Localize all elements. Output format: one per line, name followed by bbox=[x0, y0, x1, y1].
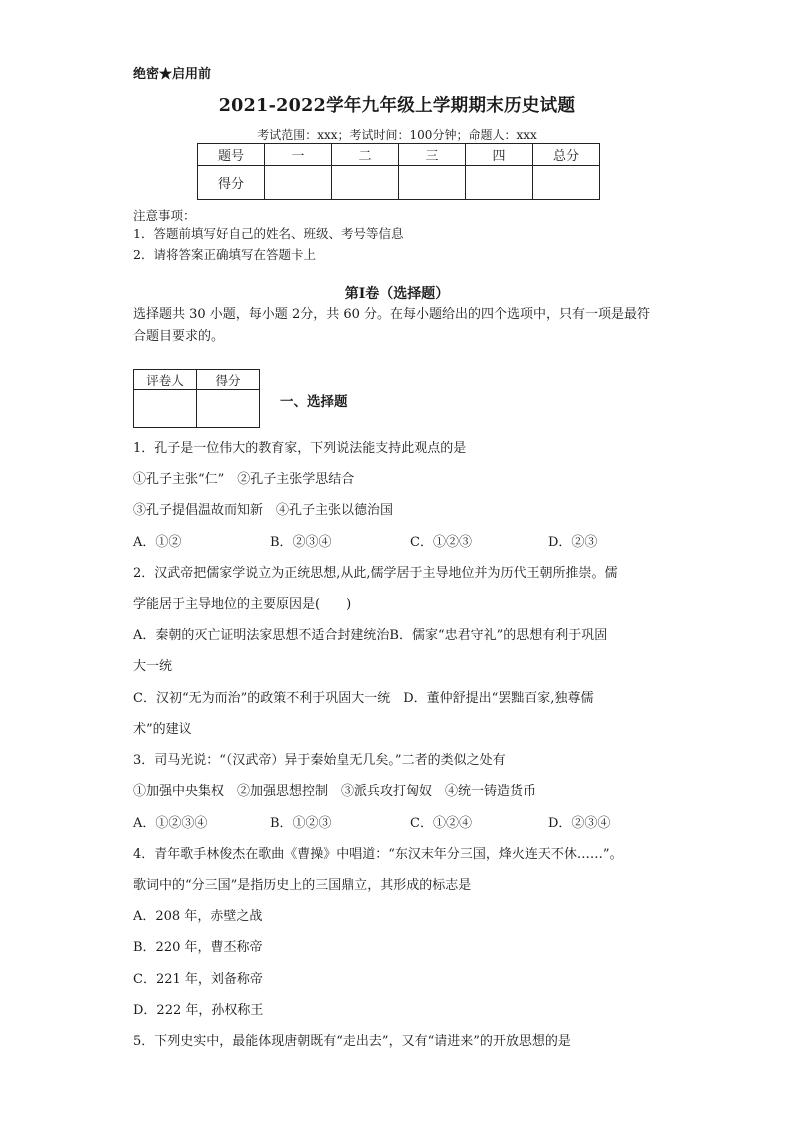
secret-mark: 绝密★启用前 bbox=[133, 67, 212, 82]
option-c[interactable]: C．①②③ bbox=[410, 535, 472, 550]
score-row-label: 得分 bbox=[198, 166, 265, 200]
option-c[interactable]: C．221 年，刘备称帝 bbox=[133, 972, 263, 987]
question-stem: 学能居于主导地位的主要原因是( ) bbox=[133, 597, 352, 612]
option-line[interactable]: A．秦朝的灭亡证明法家思想不适合封建统治B．儒家“忠君守礼”的思想有利于巩固 bbox=[133, 628, 608, 643]
score-cell bbox=[399, 166, 466, 200]
question-stem: 3．司马光说：“（汉武帝）异于秦始皇无几矣。”二者的类似之处有 bbox=[133, 753, 506, 768]
grader-cell bbox=[134, 390, 197, 428]
question-stem: 2．汉武帝把儒家学说立为正统思想,从此,儒学居于主导地位并为历代王朝所推崇。儒 bbox=[133, 566, 618, 581]
grader-table bbox=[133, 369, 260, 428]
question-item: ①孔子主张“仁” ②孔子主张学思结合 bbox=[133, 472, 355, 487]
question-stem: 1．孔子是一位伟大的教育家，下列说法能支持此观点的是 bbox=[133, 441, 467, 456]
option-line[interactable]: 大一统 bbox=[133, 659, 173, 674]
score-header-cell: 题号 bbox=[198, 144, 265, 166]
exam-info: 考试范围：xxx；考试时间：100分钟；命题人：xxx bbox=[257, 128, 537, 142]
score-header-cell: 一 bbox=[265, 144, 332, 166]
question-item: ③孔子提倡温故而知新 ④孔子主张以德治国 bbox=[133, 503, 394, 518]
score-header-cell: 四 bbox=[466, 144, 533, 166]
option-d[interactable]: D．②③④ bbox=[548, 816, 611, 831]
section-title: 第I卷（选择题） bbox=[344, 286, 450, 302]
note-item: 1．答题前填写好自己的姓名、班级、考号等信息 bbox=[133, 226, 404, 241]
option-c[interactable]: C．①②④ bbox=[410, 816, 472, 831]
question-stem: 歌词中的“分三国”是指历史上的三国鼎立，其形成的标志是 bbox=[133, 878, 472, 893]
question-stem: 5．下列史实中，最能体现唐朝既有“走出去”，又有“请进来”的开放思想的是 bbox=[133, 1034, 571, 1049]
option-d[interactable]: D．②③ bbox=[548, 535, 598, 550]
option-b[interactable]: B．①②③ bbox=[270, 816, 332, 831]
score-header-cell: 三 bbox=[399, 144, 466, 166]
score-cell bbox=[265, 166, 332, 200]
option-a[interactable]: A．208 年，赤壁之战 bbox=[133, 909, 263, 924]
question-stem: 4．青年歌手林俊杰在歌曲《曹操》中唱道：“东汉末年分三国，烽火连天不休……”。 bbox=[133, 847, 623, 862]
option-d[interactable]: D．222 年，孙权称王 bbox=[133, 1003, 264, 1018]
option-line[interactable]: 术”的建议 bbox=[133, 722, 192, 737]
option-line[interactable]: C．汉初“无为而治”的政策不利于巩固大一统 D．董仲舒提出“罢黜百家,独尊儒 bbox=[133, 691, 594, 706]
option-b[interactable]: B．②③④ bbox=[270, 535, 332, 550]
score-cell bbox=[466, 166, 533, 200]
score-header-cell: 总分 bbox=[533, 144, 600, 166]
score-table bbox=[197, 143, 600, 200]
score-header-cell: 二 bbox=[332, 144, 399, 166]
note-item: 2．请将答案正确填写在答题卡上 bbox=[133, 247, 316, 262]
part-label: 一、选择题 bbox=[280, 394, 348, 410]
question-item: ①加强中央集权 ②加强思想控制 ③派兵攻打匈奴 ④统一铸造货币 bbox=[133, 784, 537, 799]
notes-heading: 注意事项： bbox=[133, 208, 196, 223]
grader-header-cell: 得分 bbox=[197, 370, 260, 390]
option-b[interactable]: B．220 年，曹丕称帝 bbox=[133, 940, 263, 955]
exam-title: 2021-2022学年九年级上学期期末历史试题 bbox=[218, 96, 576, 116]
section-intro: 选择题共 30 小题，每小题 2分，共 60 分。在每小题给出的四个选项中，只有一项是最符合题目要求的。 bbox=[133, 307, 651, 344]
score-cell bbox=[332, 166, 399, 200]
grader-cell bbox=[197, 390, 260, 428]
option-a[interactable]: A．①②③④ bbox=[133, 816, 208, 831]
score-cell bbox=[533, 166, 600, 200]
grader-header-cell: 评卷人 bbox=[134, 370, 197, 390]
option-a[interactable]: A．①② bbox=[133, 535, 182, 550]
